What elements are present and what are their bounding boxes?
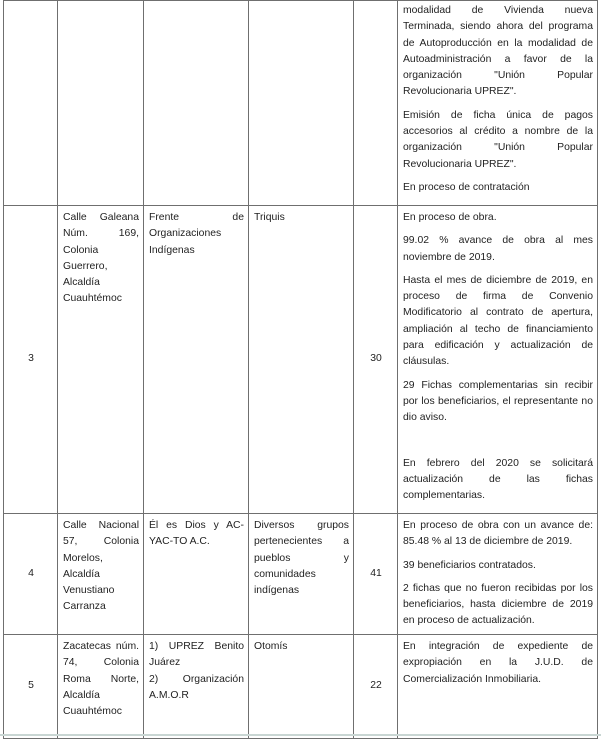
status-paragraph: Hasta el mes de diciembre de 2019, en proceso de firma de Convenio Modificatorio al contrato de apertura, ampliación al techo de financiamiento para edificación y actualización de cláusulas. — [403, 274, 593, 368]
table-row — [4, 635, 598, 739]
status-paragraph: En integración de expediente de expropiación en la J.U.D. de Comercialización Inmobiliaria. — [403, 641, 593, 685]
status-cell — [398, 514, 598, 635]
status-cell — [398, 635, 598, 739]
page-bottom-rule — [0, 734, 601, 736]
address-cell: Calle Galeana Núm. 169, Colonia Guerrero, Alcaldía Cuauhtémoc — [58, 206, 144, 514]
status-paragraph: En proceso de obra con un avance de: 85.48 % al 13 de diciembre de 2019. — [403, 520, 593, 548]
group-cell: Triquis — [249, 206, 354, 514]
organization-cell: Él es Dios y AC-YAC-TO A.C. — [144, 514, 249, 635]
housing-projects-table — [3, 0, 598, 739]
organization-cell: Frente de Organizaciones Indígenas — [144, 206, 249, 514]
organization-cell — [144, 1, 249, 206]
table-row — [4, 1, 598, 206]
beneficiaries-cell: 22 — [354, 635, 398, 739]
organization-line: 2) Organización A.M.O.R — [149, 673, 244, 701]
address-cell — [58, 1, 144, 206]
address-cell: Calle Nacional 57, Colonia Morelos, Alcaldía Venustiano Carranza — [58, 514, 144, 635]
status-paragraph: En febrero del 2020 se solicitará actualización de las fichas complementarias. — [403, 457, 593, 502]
organization-line: 1) UPREZ Benito Juárez — [149, 641, 244, 669]
status-cell — [398, 1, 598, 206]
beneficiaries-cell — [354, 1, 398, 206]
status-paragraph: En proceso de contratación — [403, 181, 530, 193]
organization-cell — [144, 635, 249, 739]
row-number: 5 — [4, 635, 58, 739]
status-cell — [398, 206, 598, 514]
group-cell: Otomís — [249, 635, 354, 739]
table-row — [4, 514, 598, 635]
status-paragraph: En proceso de obra. — [403, 212, 497, 223]
group-cell — [249, 1, 354, 206]
status-paragraph: 99.02 % avance de obra al mes noviembre de 2019. — [403, 235, 593, 263]
row-number — [4, 1, 58, 206]
spacer — [403, 434, 593, 456]
table-row — [4, 206, 598, 514]
status-paragraph: 29 Fichas complementarias sin recibir por los beneficiarios, el representante no dio aviso. — [403, 379, 593, 424]
status-paragraph: 39 beneficiarios contratados. — [403, 559, 536, 571]
row-number: 3 — [4, 206, 58, 514]
row-number: 4 — [4, 514, 58, 635]
group-cell: Diversos grupos pertenecientes a pueblos y comunidades indígenas — [249, 514, 354, 635]
status-paragraph: Emisión de ficha única de pagos accesorios al crédito a nombre de la organización "Unión Popular Revolucionaria UPREZ". — [403, 109, 593, 170]
beneficiaries-cell: 30 — [354, 206, 398, 514]
beneficiaries-cell: 41 — [354, 514, 398, 635]
status-paragraph: modalidad de Vivienda nueva Terminada, siendo ahora del programa de Autoproducción en la modalidad de Autoadministración a favor de la organización "Unión Popular Revolucionaria UPREZ". — [403, 5, 593, 98]
status-paragraph: 2 fichas que no fueron recibidas por los beneficiarios, hasta diciembre de 2019 en proceso de actualización. — [403, 582, 593, 627]
address-cell: Zacatecas núm. 74, Colonia Roma Norte, Alcaldía Cuauhtémoc — [58, 635, 144, 739]
